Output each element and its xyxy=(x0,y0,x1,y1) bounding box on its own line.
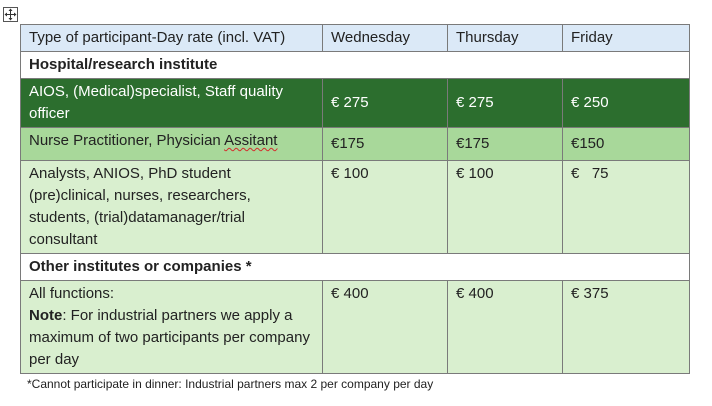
header-cell[interactable]: Type of participant-Day rate (incl. VAT) xyxy=(21,25,323,52)
header-cell[interactable]: Wednesday xyxy=(323,25,448,52)
table-row xyxy=(21,281,690,374)
section-row xyxy=(21,52,690,79)
price-cell[interactable]: € 400 xyxy=(323,281,448,374)
header-row xyxy=(21,25,690,52)
move-arrows-icon xyxy=(4,8,17,21)
header-cell[interactable]: Thursday xyxy=(448,25,563,52)
participant-type-cell[interactable] xyxy=(21,281,323,374)
rates-table xyxy=(20,24,690,374)
table-move-handle[interactable] xyxy=(3,7,18,22)
price-cell[interactable]: € 100 xyxy=(448,161,563,254)
spelling-error-word: Assitant xyxy=(224,132,278,149)
price-cell[interactable]: €150 xyxy=(563,128,690,161)
section-heading-other[interactable]: Other institutes or companies * xyxy=(21,254,690,281)
all-functions-label: All functions: xyxy=(29,285,115,302)
participant-type-cell[interactable]: AIOS, (Medical)specialist, Staff quality officer xyxy=(21,79,323,128)
header-cell[interactable]: Friday xyxy=(563,25,690,52)
footnote: *Cannot participate in dinner: Industrial partners max 2 per company per day xyxy=(27,377,434,391)
price-cell[interactable]: €175 xyxy=(323,128,448,161)
price-cell[interactable]: € 375 xyxy=(563,281,690,374)
price-cell[interactable]: € 250 xyxy=(563,79,690,128)
price-cell[interactable]: € 75 xyxy=(563,161,690,254)
section-heading-hospital[interactable]: Hospital/research institute xyxy=(21,52,690,79)
participant-type-text: Nurse Practitioner, Physician xyxy=(29,132,225,149)
section-row xyxy=(21,254,690,281)
participant-type-cell[interactable]: Analysts, ANIOS, PhD student (pre)clinical, nurses, researchers, students, (trial)datamanager/trial consultant xyxy=(21,161,323,254)
table-row xyxy=(21,79,690,128)
price-cell[interactable]: €175 xyxy=(448,128,563,161)
price-cell[interactable]: € 400 xyxy=(448,281,563,374)
price-cell[interactable]: € 275 xyxy=(448,79,563,128)
price-cell[interactable]: € 275 xyxy=(323,79,448,128)
note-text: : For industrial partners we apply a maximum of two participants per company per day xyxy=(29,307,310,368)
table-row xyxy=(21,128,690,161)
table-row xyxy=(21,161,690,254)
price-cell[interactable]: € 100 xyxy=(323,161,448,254)
participant-type-cell[interactable] xyxy=(21,128,323,161)
note-label: Note xyxy=(29,307,63,324)
